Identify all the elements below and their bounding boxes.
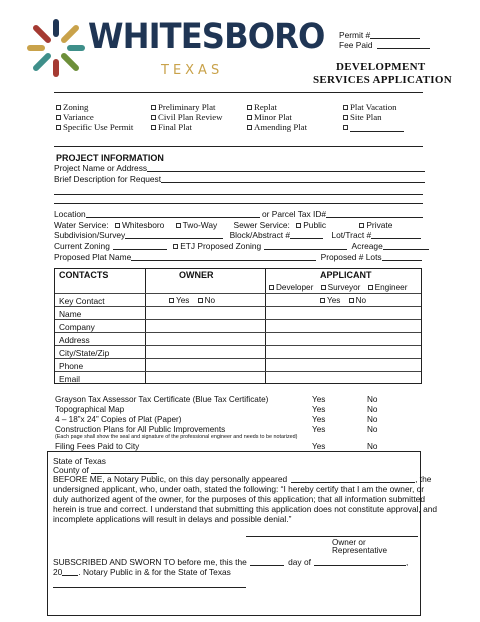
- checkbox-icon: [56, 115, 61, 120]
- checkbox-icon: [151, 115, 156, 120]
- submission-checklist: [55, 396, 425, 452]
- checklist-yes[interactable]: Yes: [312, 415, 326, 424]
- contacts-header: CONTACTS: [59, 270, 109, 280]
- type-specific-use-permit[interactable]: Specific Use Permit: [56, 122, 133, 132]
- project-name-field[interactable]: Project Name or Address: [54, 164, 425, 172]
- water-whitesboro-option[interactable]: Whitesboro: [115, 220, 164, 230]
- sworn-line: SUBSCRIBED AND SWORN TO before me, this the day of ,: [53, 557, 409, 567]
- applicant-key-no[interactable]: No: [349, 296, 366, 305]
- notary-line4: herein is true and correct. I understand that submitting this application does not constitute approval, and: [53, 504, 438, 514]
- checklist-no[interactable]: No: [367, 425, 378, 434]
- type-site-plan[interactable]: Site Plan: [343, 112, 404, 122]
- owner-key-no[interactable]: No: [198, 296, 215, 305]
- type-replat[interactable]: Replat: [247, 102, 307, 112]
- type-minor-plat[interactable]: Minor Plat: [247, 112, 307, 122]
- row-city-state-zip: City/State/Zip: [59, 348, 110, 358]
- checkbox-icon: [349, 298, 354, 303]
- owner-header: OWNER: [179, 270, 214, 280]
- subdivision-input[interactable]: [125, 231, 223, 239]
- applicant-engineer-option[interactable]: Engineer: [368, 283, 408, 292]
- checklist-item: Topographical Map: [55, 405, 125, 414]
- plat-name-input[interactable]: [131, 253, 316, 261]
- sworn-day-input[interactable]: [250, 558, 284, 566]
- type-zoning[interactable]: Zoning: [56, 102, 133, 112]
- etj-zoning-input[interactable]: [264, 242, 347, 250]
- logo-mark-icon: [26, 18, 86, 78]
- permit-field[interactable]: [339, 31, 420, 39]
- checkbox-icon: [151, 125, 156, 130]
- notary-line1: BEFORE ME, a Notary Public, on this day personally appeared , the: [53, 474, 432, 484]
- permit-label: Permit #: [339, 30, 371, 40]
- form-title-line2: SERVICES APPLICATION: [313, 74, 452, 86]
- owner-key-contact: [169, 297, 215, 305]
- sewer-public-option[interactable]: Public: [296, 220, 326, 230]
- divider: [54, 146, 423, 147]
- sworn-month-input[interactable]: [314, 558, 406, 566]
- checklist-yes[interactable]: Yes: [312, 442, 326, 451]
- divider: [54, 92, 423, 93]
- checkbox-icon: [56, 125, 61, 130]
- description-line-2: [54, 194, 423, 195]
- checklist-yes[interactable]: Yes: [312, 395, 326, 404]
- parcel-input[interactable]: [326, 210, 423, 218]
- sworn-year-line: 20 . Notary Public in & for the State of Texas: [53, 567, 231, 577]
- signature-caption: Owner or Representative: [332, 538, 388, 556]
- checkbox-icon: [247, 105, 252, 110]
- form-title-line1: DEVELOPMENT: [336, 61, 426, 73]
- application-types: [56, 102, 426, 134]
- checklist-no[interactable]: No: [367, 395, 378, 404]
- row-address: Address: [59, 335, 90, 345]
- etj-option[interactable]: ETJ Proposed Zoning: [173, 241, 261, 251]
- type-other[interactable]: [343, 122, 404, 132]
- sworn-year-input[interactable]: [62, 568, 78, 576]
- description-line-3: [54, 203, 423, 204]
- appeared-name-input[interactable]: [291, 475, 415, 483]
- applicant-header: APPLICANT: [320, 270, 372, 280]
- row-key-contact: Key Contact: [59, 296, 105, 306]
- applicant-surveyor-option[interactable]: Surveyor: [321, 283, 361, 292]
- location-row: Location or Parcel Tax ID#: [54, 210, 423, 218]
- checkbox-icon: [320, 298, 325, 303]
- checklist-item: Filing Fees Paid to City: [55, 442, 140, 451]
- checkbox-icon: [296, 223, 301, 228]
- checkbox-icon: [368, 285, 373, 290]
- notary-state: State of Texas: [53, 456, 106, 466]
- applicant-key-yes[interactable]: Yes: [320, 296, 340, 305]
- checkbox-icon: [343, 125, 348, 130]
- plat-name-row: Proposed Plat Name Proposed # Lots: [54, 253, 422, 261]
- lots-input[interactable]: [382, 253, 422, 261]
- brand-name: WHITESBORO: [88, 17, 325, 57]
- type-final-plat[interactable]: Final Plat: [151, 122, 223, 132]
- zoning-row: Current Zoning ETJ Proposed Zoning Acreage: [54, 242, 429, 250]
- checkbox-icon: [56, 105, 61, 110]
- notary-signature-line[interactable]: [53, 587, 246, 588]
- applicant-type-options: [269, 284, 407, 292]
- checklist-note: (Each page shall show the seal and signature of the professional engineer and needs to be notarized): [55, 434, 298, 440]
- notary-county-field[interactable]: County of: [53, 466, 157, 474]
- checkbox-icon: [359, 223, 364, 228]
- row-company: Company: [59, 322, 95, 332]
- fee-label: Fee Paid: [339, 40, 373, 50]
- checkbox-icon: [151, 105, 156, 110]
- type-civil-plan-review[interactable]: Civil Plan Review: [151, 112, 223, 122]
- subdivision-row: Subdivision/Survey Block/Abstract # Lot/Tract #: [54, 231, 421, 239]
- notary-section: [47, 451, 438, 616]
- applicant-developer-option[interactable]: Developer: [269, 283, 313, 292]
- checkbox-icon: [115, 223, 120, 228]
- checkbox-icon: [173, 244, 178, 249]
- checkbox-icon: [169, 298, 174, 303]
- checkbox-icon: [176, 223, 181, 228]
- checklist-yes[interactable]: Yes: [312, 405, 326, 414]
- type-variance[interactable]: Variance: [56, 112, 133, 122]
- checkbox-icon: [269, 285, 274, 290]
- checkbox-icon: [198, 298, 203, 303]
- checkbox-icon: [343, 115, 348, 120]
- notary-line2: undersigned applicant, who, under oath, stated the following: “I hereby certify that I am the owner, or: [53, 484, 425, 494]
- notary-line3: duly authorized agent of the owner, for the purposes of this application; that all information submitted: [53, 494, 425, 504]
- type-preliminary-plat[interactable]: Preliminary Plat: [151, 102, 223, 112]
- checklist-no[interactable]: No: [367, 415, 378, 424]
- owner-key-yes[interactable]: Yes: [169, 296, 189, 305]
- checkbox-icon: [247, 125, 252, 130]
- type-plat-vacation[interactable]: Plat Vacation: [343, 102, 404, 112]
- checkbox-icon: [247, 115, 252, 120]
- signature-line[interactable]: [246, 536, 418, 537]
- fee-field[interactable]: [339, 41, 430, 49]
- checklist-item: 4 – 18”x 24” Copies of Plat (Paper): [55, 415, 182, 424]
- checkbox-icon: [343, 105, 348, 110]
- applicant-key-contact: [320, 297, 366, 305]
- logo: [26, 14, 325, 82]
- zoning-input[interactable]: [113, 242, 167, 250]
- acreage-input[interactable]: [383, 242, 429, 250]
- services-row: Water Service: Whitesboro Two-Way Sewer Service: Public Private: [54, 220, 393, 230]
- checklist-item: Grayson Tax Assessor Tax Certificate (Blue Tax Certificate): [55, 395, 269, 404]
- project-description-field[interactable]: Brief Description for Request: [54, 175, 425, 183]
- brand-state: TEXAS: [161, 63, 224, 78]
- block-input[interactable]: [290, 231, 323, 239]
- checklist-no[interactable]: No: [367, 442, 378, 451]
- project-heading: PROJECT INFORMATION: [56, 153, 164, 163]
- notary-line5: incomplete applications will result in delays and possible denial.”: [53, 514, 292, 524]
- type-amending-plat[interactable]: Amending Plat: [247, 122, 307, 132]
- row-email: Email: [59, 374, 80, 384]
- checkbox-icon: [321, 285, 326, 290]
- water-two-way-option[interactable]: Two-Way: [176, 220, 218, 230]
- location-input[interactable]: [86, 210, 260, 218]
- contacts-table: [54, 268, 422, 384]
- checklist-item: Construction Plans for All Public Improvements: [55, 425, 226, 434]
- checklist-yes[interactable]: Yes: [312, 425, 326, 434]
- row-phone: Phone: [59, 361, 84, 371]
- checklist-no[interactable]: No: [367, 405, 378, 414]
- row-name: Name: [59, 309, 82, 319]
- lot-input[interactable]: [371, 231, 421, 239]
- sewer-private-option[interactable]: Private: [359, 220, 392, 230]
